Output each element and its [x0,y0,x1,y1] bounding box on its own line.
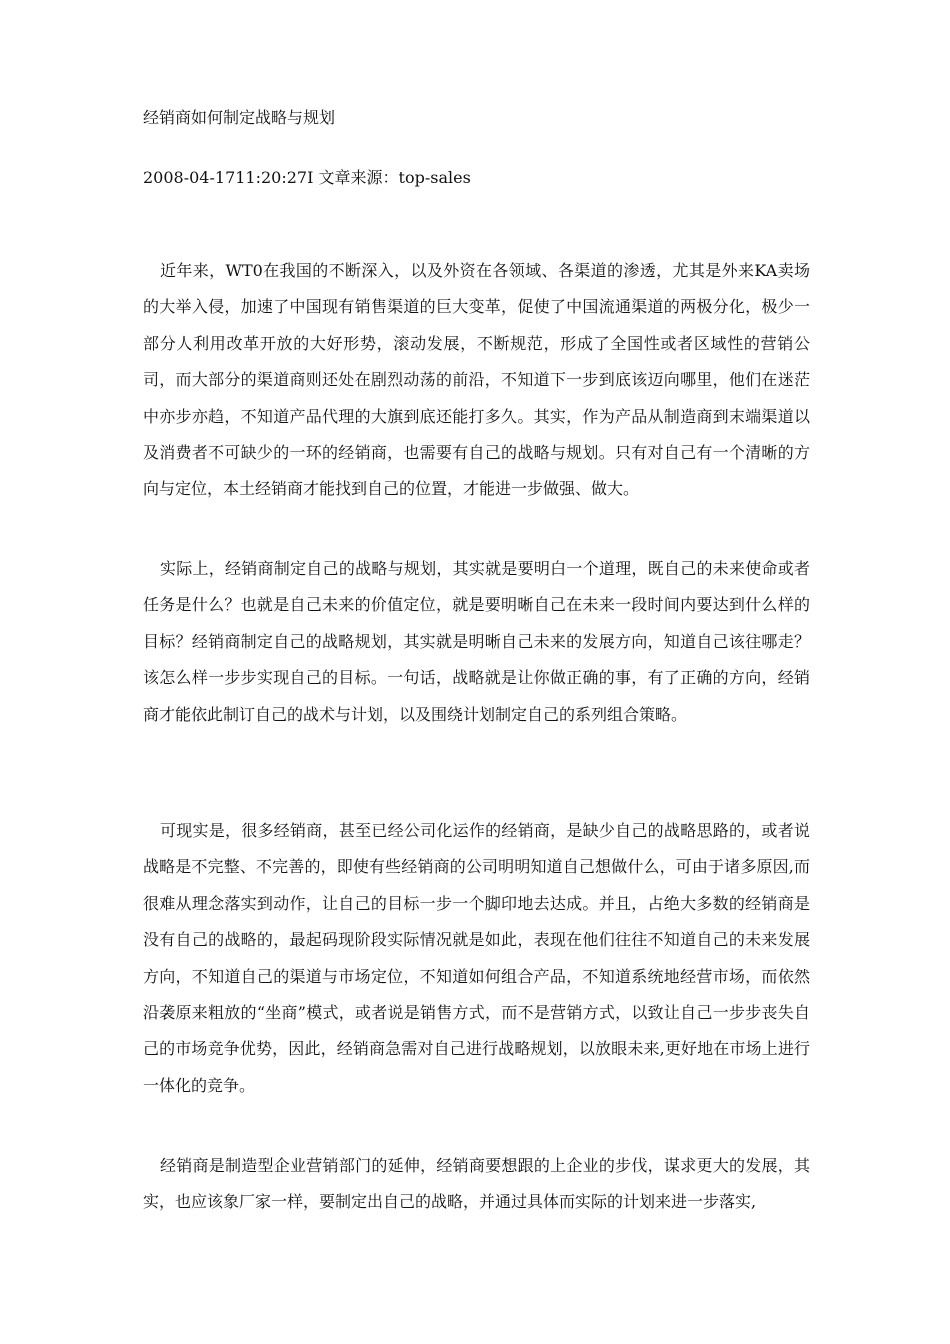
paragraph-2: 实际上，经销商制定自己的战略与规划，其实就是要明白一个道理，既自己的未来使命或者任务是什么？也就是自己未来的价值定位，就是要明晰自己在未来一段时间内要达到什么样的目标？经销商制定自己的战略规划，其实就是明晰自己未来的发展方向，知道自己该往哪走？该怎么样一步步实现自己的目标。一句话，战略就是让你做正确的事，有了正确的方向，经销商才能依此制订自己的战术与计划，以及围绕计划制定自己的系列组合策略。 [143,559,810,724]
paragraph-3: 可现实是，很多经销商，甚至已经公司化运作的经销商，是缺少自己的战略思路的，或者说战略是不完整、不完善的，即使有些经销商的公司明明知道自己想做什么，可由于诸多原因,而很难从理念落实到动作，让自己的目标一步一个脚印地去达成。并且，占绝大多数的经销商是没有自己的战略的，最起码现阶段实际情况就是如此，表现在他们往往不知道自己的未来发展方向，不知道自己的渠道与市场定位，不知道如何组合产品，不知道系统地经营市场，而依然沿袭原来粗放的“坐商”模式，或者说是销售方式，而不是营销方式，以致让自己一步步丧失自己的市场竞争优势，因此，经销商急需对自己进行战略规划，以放眼未来,更好地在市场上进行一体化的竞争。 [143,821,810,1095]
paragraph-4: 经销商是制造型企业营销部门的延伸，经销商要想跟的上企业的步伐，谋求更大的发展，其实，也应该象厂家一样，要制定出自己的战略，并通过具体而实际的计划来进一步落实, [143,1156,810,1212]
paragraph-1: 近年来，WT0在我国的不断深入，以及外资在各领域、各渠道的渗透，尤其是外来KA卖场的大举入侵，加速了中国现有销售渠道的巨大变革，促使了中国流通渠道的两极分化，极少一部分人利用改革开放的大好形势，滚动发展，不断规范，形成了全国性或者区域性的营销公司，而大部分的渠道商则还处在剧烈动荡的前沿，不知道下一步到底该迈向哪里，他们在迷茫中亦步亦趋，不知道产品代理的大旗到底还能打多久。其实，作为产品从制造商到末端渠道以及消费者不可缺少的一环的经销商，也需要有自己的战略与规划。只有对自己有一个清晰的方向与定位，本土经销商才能找到自己的位置，才能进一步做强、做大。 [143,261,810,499]
article-meta: 2008-04-1711:20:27I 文章来源：top-sales [143,168,471,187]
article-title: 经销商如何制定战略与规划 [143,108,336,127]
